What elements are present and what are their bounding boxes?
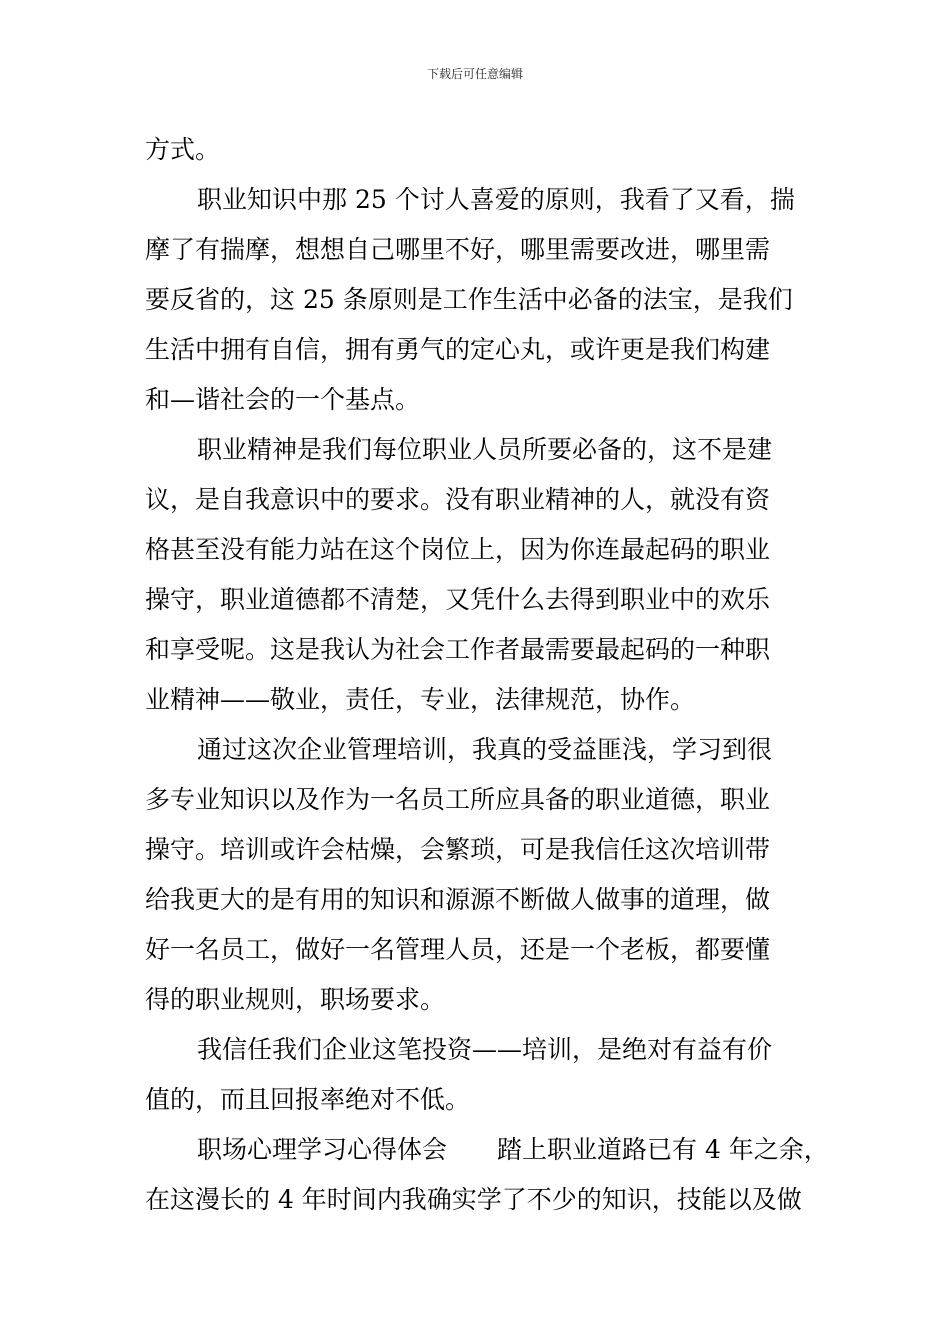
text-line: 和享受呢。这是我认为社会工作者最需要最起码的一种职 [145,635,771,664]
text-line: 议，是自我意识中的要求。没有职业精神的人，就没有资 [145,485,771,514]
text-line: 好一名员工，做好一名管理人员，还是一个老板，都要懂 [145,935,771,964]
text-line: 在这漫长的 4 年时间内我确实学了不少的知识，技能以及做 [145,1185,802,1214]
text-line: 得的职业规则，职场要求。 [145,985,446,1014]
text-line: 职场心理学习心得体会 踏上职业道路已有 4 年之余， [197,1135,829,1164]
text-line: 方式。 [145,135,221,164]
text-line: 生活中拥有自信，拥有勇气的定心丸，或许更是我们构建 [145,335,771,364]
text-line: 通过这次企业管理培训，我真的受益匪浅，学习到很 [197,735,773,764]
document-body [145,125,829,1225]
text-line: 和—谐社会的一个基点。 [145,385,421,414]
page-header: 下载后可任意编辑 [426,67,523,81]
text-line: 要反省的，这 25 条原则是工作生活中必备的法宝，是我们 [145,285,793,314]
text-line: 摩了有揣摩，想想自己哪里不好，哪里需要改进，哪里需 [145,235,771,264]
text-line: 我信任我们企业这笔投资——培训，是绝对有益有价 [197,1035,773,1064]
text-line: 给我更大的是有用的知识和源源不断做人做事的道理，做 [145,885,771,914]
text-line: 多专业知识以及作为一名员工所应具备的职业道德，职业 [145,785,771,814]
text-line: 业精神——敬业，责任，专业，法律规范，协作。 [145,685,696,714]
text-line: 格甚至没有能力站在这个岗位上，因为你连最起码的职业 [145,535,771,564]
text-line: 职业知识中那 25 个讨人喜爱的原则，我看了又看，揣 [197,185,795,214]
text-line: 操守，职业道德都不清楚，又凭什么去得到职业中的欢乐 [145,585,771,614]
text-line: 职业精神是我们每位职业人员所要必备的，这不是建 [197,435,773,464]
text-line: 值的，而且回报率绝对不低。 [145,1085,471,1114]
text-line: 操守。培训或许会枯燥，会繁琐，可是我信任这次培训带 [145,835,771,864]
